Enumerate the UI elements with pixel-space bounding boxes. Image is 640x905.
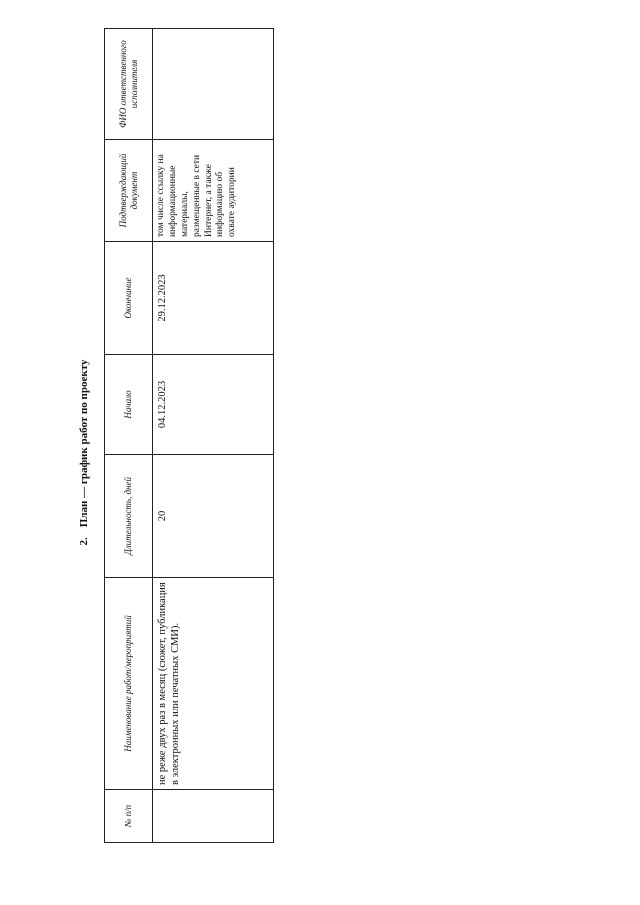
cell-work-name: не реже двух раз в месяц (сюжет, публикация в электронных или печатных СМИ). bbox=[153, 578, 274, 790]
cell-responsible bbox=[153, 29, 274, 140]
header-work-name: Наименование работ/мероприятий bbox=[105, 578, 153, 790]
header-number: № п/п bbox=[105, 790, 153, 843]
section-title: План — график работ по проекту bbox=[78, 359, 90, 528]
header-responsible: ФИО ответственного исполнителя bbox=[105, 29, 153, 140]
cell-start: 04.12.2023 bbox=[153, 355, 274, 455]
cell-number bbox=[153, 790, 274, 843]
cell-end: 29.12.2023 bbox=[153, 242, 274, 355]
cell-duration: 20 bbox=[153, 455, 274, 578]
header-end: Окончание bbox=[105, 242, 153, 355]
table-header-row bbox=[105, 29, 153, 843]
work-schedule-table bbox=[104, 28, 274, 843]
header-document: Подтверждающий документ bbox=[105, 140, 153, 242]
section-heading bbox=[78, 0, 90, 905]
table-row bbox=[153, 29, 274, 843]
header-duration: Длительность, дней bbox=[105, 455, 153, 578]
section-number: 2. bbox=[78, 537, 90, 546]
cell-document: том числе ссылку на информационные материалы, размещенные в сети Интернет, а также информацию об охвате аудитории bbox=[153, 140, 274, 242]
header-start: Начало bbox=[105, 355, 153, 455]
